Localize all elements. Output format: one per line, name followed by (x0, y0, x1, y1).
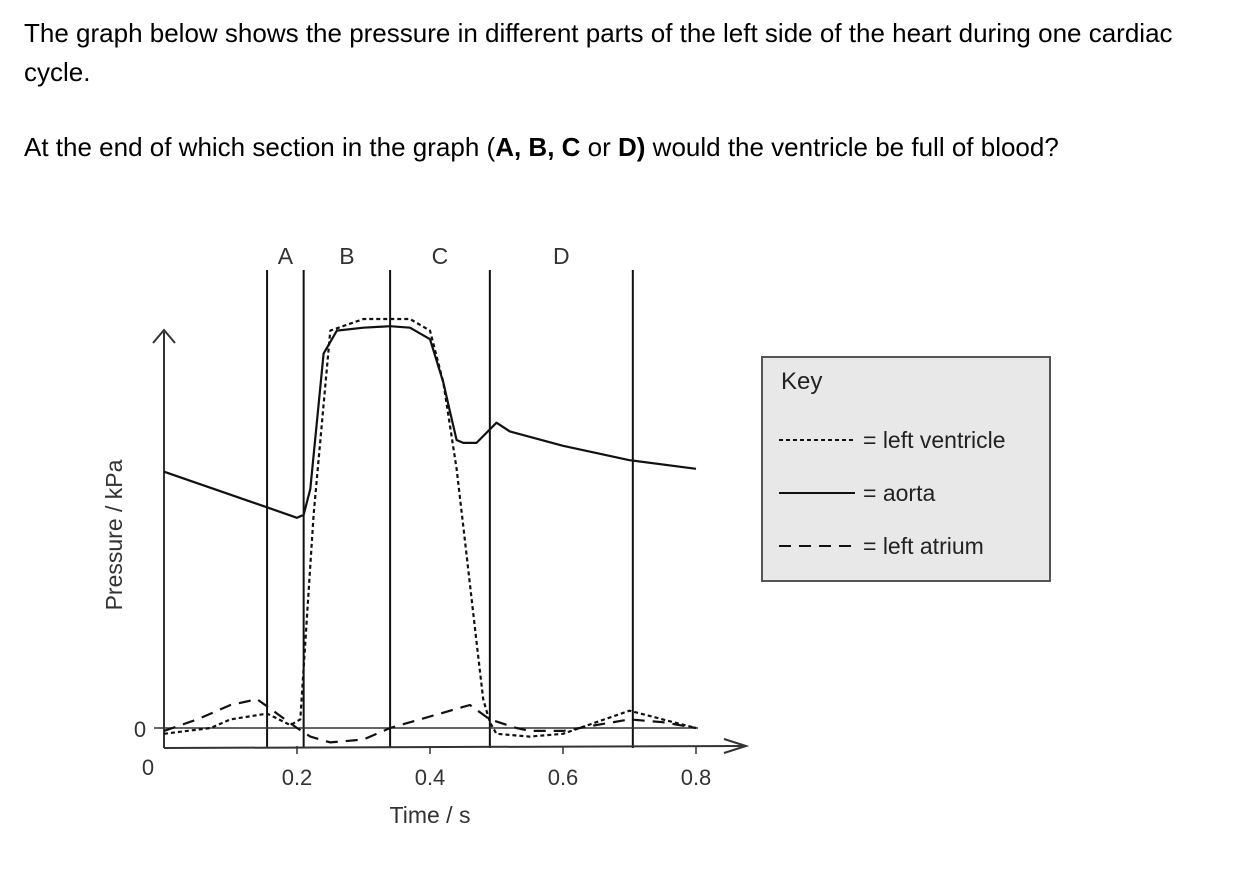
x-axis-label: Time / s (389, 802, 471, 828)
solid-line-icon (779, 488, 855, 498)
key-label-left-atrium: = left atrium (863, 532, 984, 559)
series-aorta (164, 326, 696, 518)
section-label-c: C (431, 243, 449, 269)
section-label-a: A (277, 243, 294, 269)
key-title: Key (781, 368, 823, 395)
question-intro: The graph below shows the pressure in different parts of the left side of the heart during one cardiac cycle. (24, 18, 1173, 87)
x-axis-line (164, 746, 744, 748)
series-left-atrium (164, 699, 696, 742)
section-labels (278, 243, 570, 269)
dotted-line-icon (779, 435, 855, 445)
question-options-abc: A, B, C (495, 132, 581, 162)
question-option-d: D) (618, 132, 646, 162)
y-origin-label: 0 (133, 717, 147, 742)
key-label-aorta: = aorta (863, 479, 936, 506)
question-prompt-post: would the ventricle be full of blood? (645, 132, 1059, 162)
question-prompt-pre: At the end of which section in the graph ( (24, 132, 496, 162)
x-tick-label: 0.4 (414, 765, 446, 790)
section-label-b: B (339, 243, 355, 269)
series-layer (164, 319, 696, 742)
tick-layer (282, 746, 712, 790)
x-tick-label: 0.8 (680, 765, 712, 790)
series-left-ventricle (164, 319, 696, 737)
key-label-left-ventricle: = left ventricle (863, 426, 1006, 453)
key-entry-left-ventricle (779, 426, 1006, 454)
key-entry-aorta (779, 479, 935, 507)
section-label-d: D (553, 243, 570, 269)
x-origin-label: 0 (141, 755, 155, 780)
dashed-line-icon (779, 541, 855, 551)
chart-key (761, 356, 1051, 582)
key-entry-left-atrium (779, 532, 984, 560)
x-tick-label: 0.2 (281, 765, 313, 790)
section-lines (267, 270, 633, 748)
y-axis-label: Pressure / kPa (101, 459, 127, 611)
x-tick-label: 0.6 (547, 765, 579, 790)
question-prompt-or: or (580, 132, 618, 162)
axes (153, 330, 746, 753)
